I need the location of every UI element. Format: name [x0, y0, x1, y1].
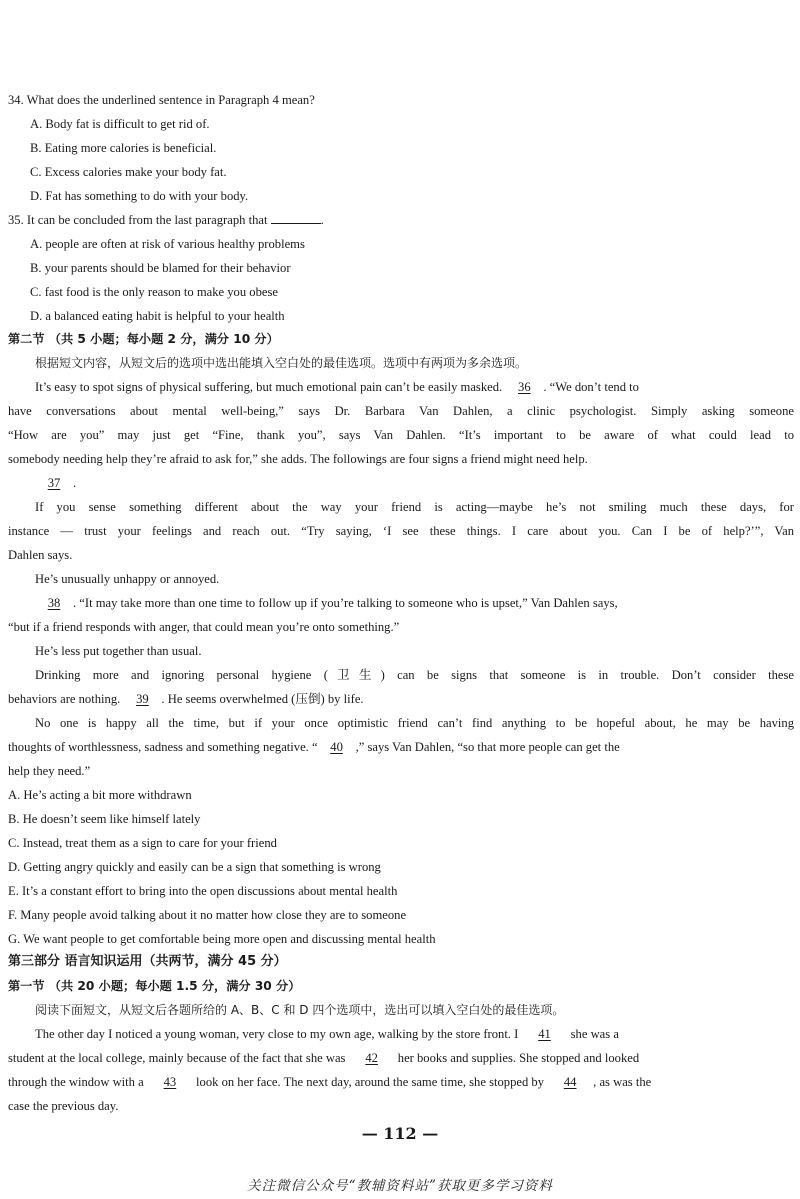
q35-option-b: B. your parents should be blamed for their behavior: [30, 261, 291, 275]
part3-heading: 第三部分 语言知识运用（共两节，满分 45 分）: [8, 954, 287, 969]
q35-stem-end: .: [320, 213, 324, 227]
blank-42: 42: [365, 1051, 378, 1065]
q34-option-a: A. Body fat is difficult to get rid of.: [30, 117, 210, 131]
passage-text: she was a: [570, 1027, 619, 1041]
q34-stem: 34. What does the underlined sentence in Paragraph 4 mean?: [8, 93, 315, 107]
blank-39: 39: [136, 692, 149, 706]
passage-line: Dahlen says.: [8, 548, 73, 562]
section2-option-e: E. It’s a constant effort to bring into the open discussions about mental health: [8, 884, 398, 898]
q34-option-d: D. Fat has something to do with your body.: [30, 189, 249, 203]
blank-43: 43: [163, 1075, 177, 1089]
passage-text: . He seems overwhelmed (压倒) by life.: [161, 692, 364, 706]
sub-heading: He’s less put together than usual.: [35, 644, 202, 658]
passage-text: .: [73, 476, 77, 490]
passage-line: instance — trust your feelings and reach out. “Try saying, ‘I see these things. I care about you. Can I be of help?’”, Van: [8, 524, 794, 538]
sub-heading: He’s unusually unhappy or annoyed.: [35, 572, 220, 586]
section2-option-f: F. Many people avoid talking about it no matter how close they are to someone: [8, 908, 407, 922]
q35-option-c: C. fast food is the only reason to make you obese: [30, 285, 278, 299]
passage-line: “but if a friend responds with anger, that could mean you’re onto something.”: [8, 620, 400, 634]
section2-option-b: B. He doesn’t seem like himself lately: [8, 812, 201, 826]
blank-40: 40: [330, 740, 343, 754]
passage-line: [8, 1050, 794, 1066]
section2-instruction: 根据短文内容，从短文后的选项中选出能填入空白处的最佳选项。选项中有两项为多余选项。: [35, 356, 528, 370]
part3-instruction: 阅读下面短文，从短文后各题所给的 A、B、C 和 D 四个选项中，选出可以填入空白处的最佳选项。: [35, 1003, 565, 1017]
q35-stem: [8, 212, 794, 228]
passage-text: look on her face. The next day, around the same time, she stopped by: [196, 1075, 545, 1089]
blank-36: 36: [518, 380, 531, 394]
passage-text: The other day I noticed a young woman, very close to my own age, walking by the store front. I: [35, 1027, 519, 1041]
q34-option-c: C. Excess calories make your body fat.: [30, 165, 227, 179]
passage-line: [35, 1026, 794, 1042]
passage-line: [8, 691, 794, 707]
section2-heading: 第二节 （共 5 小题；每小题 2 分，满分 10 分）: [8, 332, 279, 346]
passage-text: student at the local college, mainly because of the fact that she was: [8, 1051, 346, 1065]
blank-44: 44: [563, 1075, 577, 1089]
passage-line: somebody needing help they’re afraid to ask for,” she adds. The followings are four signs a friend might need help.: [8, 452, 588, 466]
q35-answer-line: [271, 212, 321, 224]
passage-text: . “It may take more than one time to follow up if you’re talking to someone who is upset,” Van Dahlen says,: [73, 596, 618, 610]
passage-line: [35, 475, 794, 491]
passage-line: have conversations about mental well-being,” says Dr. Barbara Van Dahlen, a clinic psychologist. Simply asking someone: [8, 404, 794, 418]
passage-text: , as was the: [593, 1075, 652, 1089]
q35-stem-text: 35. It can be concluded from the last paragraph that: [8, 213, 268, 227]
q35-option-a: A. people are often at risk of various healthy problems: [30, 237, 305, 251]
section2-option-c: C. Instead, treat them as a sign to care for your friend: [8, 836, 277, 850]
passage-line: case the previous day.: [8, 1099, 119, 1113]
passage-line: “How are you” may just get “Fine, thank you”, says Van Dahlen. “It’s important to be aware of what could lead to: [8, 428, 794, 442]
passage-text: ,” says Van Dahlen, “so that more people can get the: [355, 740, 620, 754]
section2-option-a: A. He’s acting a bit more withdrawn: [8, 788, 192, 802]
passage-line: No one is happy all the time, but if your once optimistic friend can’t find anything to be hopeful about, he may be having: [35, 716, 794, 730]
blank-38: 38: [47, 596, 61, 610]
passage-line: help they need.”: [8, 764, 91, 778]
passage-text: her books and supplies. She stopped and looked: [397, 1051, 640, 1065]
footer-note: 关注微信公众号“教辅资料站”获取更多学习资料: [247, 1178, 553, 1194]
passage-line: [8, 739, 794, 755]
passage-line: Drinking more and ignoring personal hygiene (卫生) can be signs that someone is in trouble. Don’t consider these: [35, 668, 794, 682]
passage-text: behaviors are nothing.: [8, 692, 121, 706]
passage-line: [35, 595, 794, 611]
part3-sub-heading: 第一节 （共 20 小题；每小题 1.5 分，满分 30 分）: [8, 979, 301, 993]
q35-option-d: D. a balanced eating habit is helpful to your health: [30, 309, 285, 323]
passage-text: thoughts of worthlessness, sadness and something negative. “: [8, 740, 318, 754]
passage-text: through the window with a: [8, 1075, 144, 1089]
section2-option-g: G. We want people to get comfortable being more open and discussing mental health: [8, 932, 436, 946]
q34-option-b: B. Eating more calories is beneficial.: [30, 141, 217, 155]
section2-option-d: D. Getting angry quickly and easily can be a sign that something is wrong: [8, 860, 381, 874]
passage-text: . “We don’t tend to: [543, 380, 639, 394]
blank-37: 37: [47, 476, 61, 490]
blank-41: 41: [538, 1027, 551, 1041]
passage-line: [8, 1074, 794, 1090]
passage-line: If you sense something different about the way your friend is acting—maybe he’s not smiling much these days, for: [35, 500, 794, 514]
passage-line: [35, 379, 794, 395]
page-number: — 112 —: [361, 1124, 439, 1143]
passage-text: It’s easy to spot signs of physical suffering, but much emotional pain can’t be easily masked.: [35, 380, 503, 394]
